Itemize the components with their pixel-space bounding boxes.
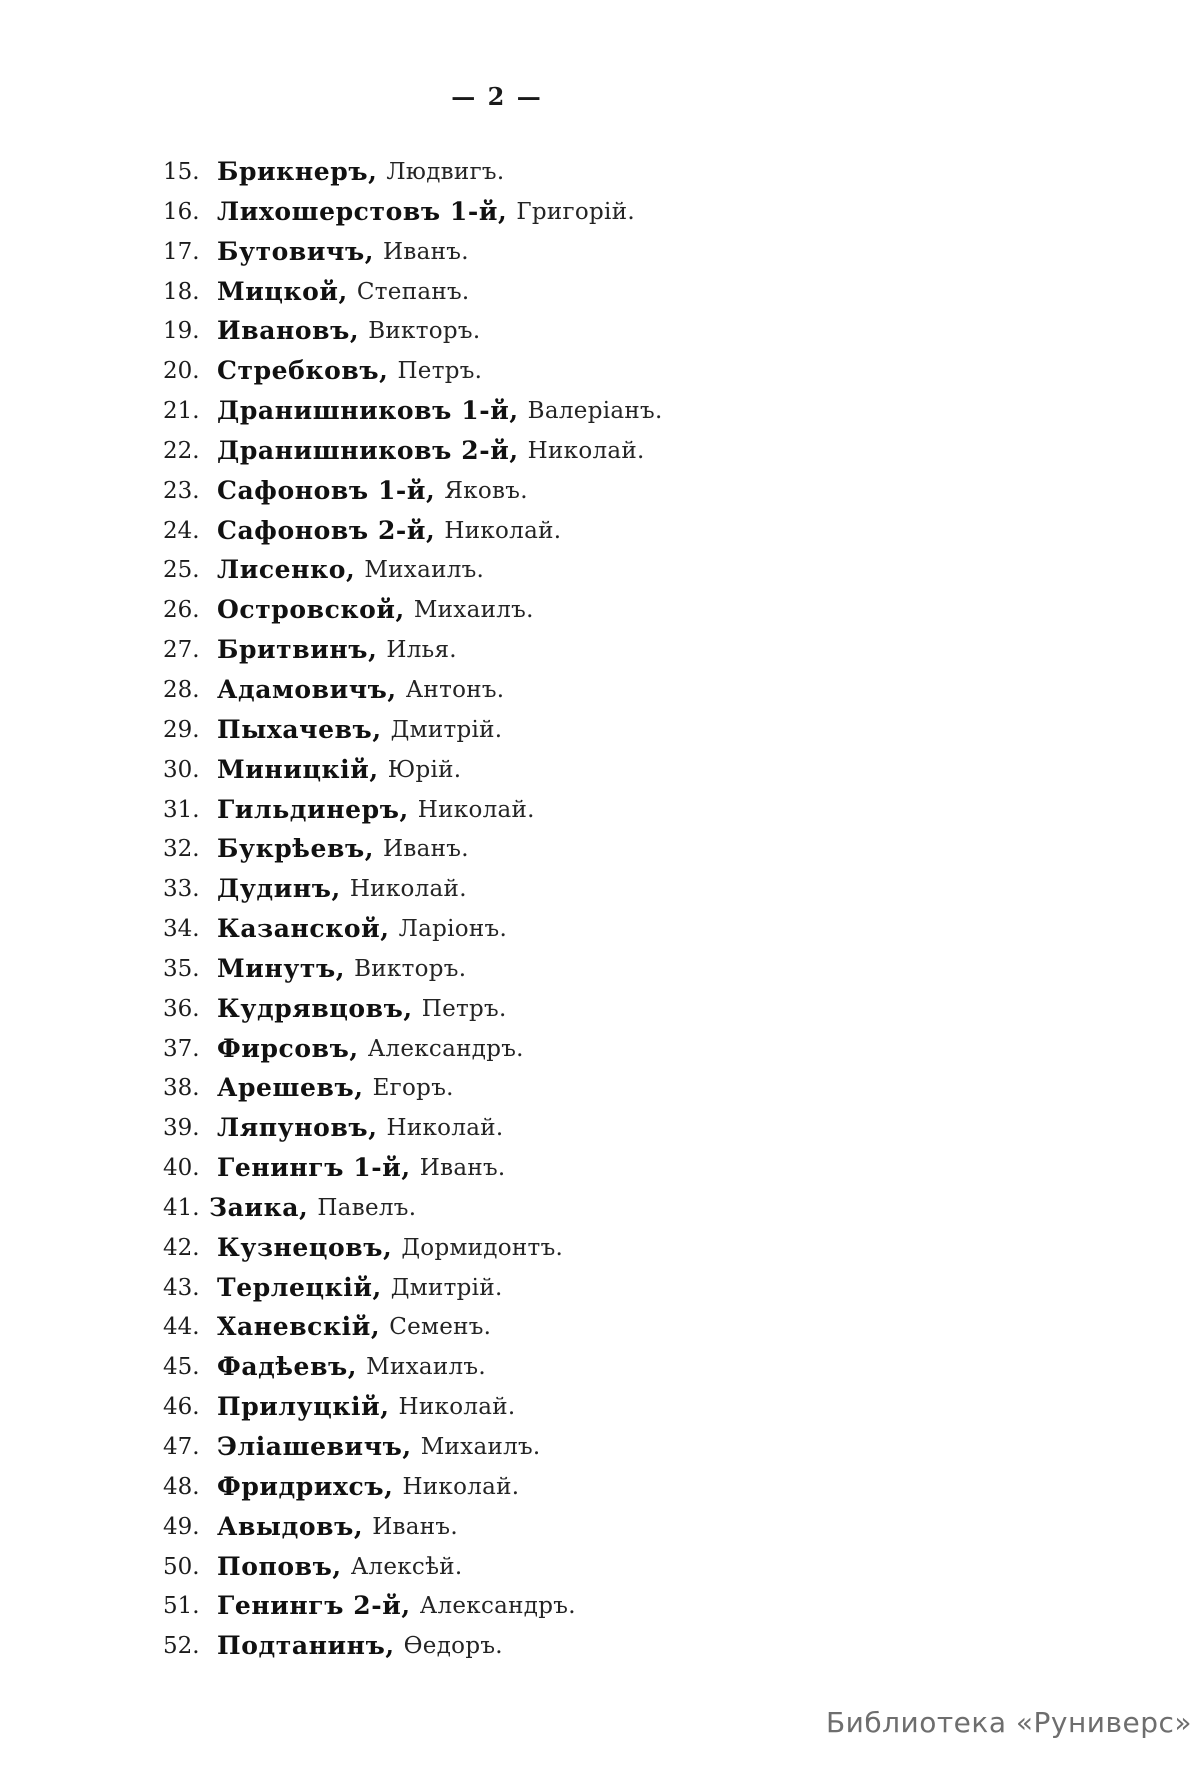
- entry-number: 49.: [163, 1513, 200, 1540]
- entry-number: 19.: [163, 318, 200, 345]
- list-item: [163, 1473, 663, 1513]
- entry-surname: Фирсовъ,: [217, 1033, 359, 1063]
- entry-surname: Гильдинеръ,: [217, 794, 409, 824]
- entry-given-name: Иванъ.: [372, 1513, 458, 1540]
- entry-surname: Генингъ 2-й,: [217, 1591, 411, 1621]
- entry-number: 16.: [163, 198, 200, 225]
- entry-number: 48.: [163, 1473, 200, 1500]
- entry-surname: Мицкой,: [217, 276, 348, 306]
- entry-number: 51.: [163, 1593, 200, 1620]
- list-item: [163, 875, 663, 915]
- entry-given-name: Павелъ.: [317, 1194, 417, 1221]
- entry-number: 26.: [163, 597, 200, 624]
- entry-given-name: Ларіонъ.: [398, 916, 508, 943]
- entry-number: 40.: [163, 1155, 200, 1182]
- entry-surname: Терлецкій,: [217, 1272, 382, 1302]
- entry-surname: Подтанинъ,: [217, 1631, 395, 1661]
- entry-number: 29.: [163, 716, 200, 743]
- entry-number: 25.: [163, 557, 200, 584]
- entry-surname: Авыдовъ,: [217, 1511, 364, 1541]
- list-item: [163, 1513, 663, 1553]
- list-item: [163, 796, 663, 836]
- entry-surname: Пыхачевъ,: [217, 714, 382, 744]
- entry-surname: Кудрявцовъ,: [217, 993, 413, 1023]
- entry-number: 34.: [163, 916, 200, 943]
- entry-surname: Брикнеръ,: [217, 157, 378, 186]
- entry-surname: Поповъ,: [217, 1551, 342, 1581]
- entry-number: 27.: [163, 637, 200, 664]
- entry-given-name: Дмитрій.: [390, 716, 503, 743]
- entry-number: 28.: [163, 676, 200, 703]
- entry-given-name: Николай.: [527, 437, 645, 464]
- entry-number: 15.: [163, 159, 200, 185]
- entry-surname: Минутъ,: [217, 953, 346, 983]
- entry-number: 33.: [163, 876, 200, 903]
- entry-number: 52.: [163, 1633, 200, 1660]
- list-item: [163, 915, 663, 955]
- entry-surname: Миницкій,: [217, 754, 379, 784]
- list-item: [163, 317, 663, 357]
- list-item: [163, 1353, 663, 1393]
- entry-given-name: Михаилъ.: [366, 1354, 486, 1381]
- list-item: [163, 636, 663, 676]
- entry-given-name: Антонъ.: [405, 676, 505, 703]
- entry-given-name: Михаилъ.: [420, 1434, 541, 1460]
- entry-number: 39.: [163, 1115, 200, 1142]
- entry-given-name: Николай.: [398, 1394, 516, 1421]
- entry-surname: Лихошерстовъ 1-й,: [217, 196, 508, 226]
- entry-number: 38.: [163, 1075, 200, 1102]
- list-item: [163, 1074, 663, 1114]
- list-item: [163, 1234, 663, 1274]
- list-item: [163, 278, 663, 318]
- entry-surname: Дранишниковъ 1-й,: [217, 396, 519, 426]
- entry-surname: Фадѣевъ,: [217, 1352, 358, 1382]
- list-item: [163, 1592, 663, 1632]
- list-item: [163, 1313, 663, 1353]
- entry-surname: Бритвинъ,: [217, 635, 378, 665]
- entry-number: 18.: [163, 278, 200, 305]
- entry-given-name: Ѳедоръ.: [403, 1633, 503, 1660]
- name-list: [163, 158, 663, 1672]
- entry-number: 31.: [163, 796, 200, 823]
- entry-surname: Дудинъ,: [217, 874, 341, 904]
- entry-surname: Фридрихсъ,: [217, 1471, 394, 1501]
- watermark: Библиотека «Руниверс»: [825, 1706, 1192, 1739]
- entry-number: 45.: [163, 1354, 200, 1381]
- entry-given-name: Николай.: [444, 517, 562, 544]
- list-item: [163, 1274, 663, 1314]
- entry-given-name: Алексѣй.: [350, 1553, 463, 1580]
- entry-given-name: Николай.: [386, 1115, 504, 1142]
- entry-number: 23.: [163, 477, 200, 504]
- list-item: [163, 995, 663, 1035]
- list-item: [163, 1114, 663, 1154]
- entry-given-name: Иванъ.: [419, 1155, 506, 1182]
- entry-given-name: Иванъ.: [383, 836, 469, 863]
- entry-given-name: Николай.: [349, 876, 467, 903]
- entry-given-name: Степанъ.: [356, 278, 470, 305]
- entry-given-name: Дормидонтъ.: [401, 1234, 564, 1261]
- entry-number: 24.: [163, 517, 200, 544]
- entry-surname: Генингъ 1-й,: [217, 1153, 411, 1183]
- list-item: [163, 1632, 663, 1672]
- entry-surname: Стребковъ,: [217, 356, 389, 386]
- entry-given-name: Николай.: [417, 796, 535, 823]
- entry-given-name: Петръ.: [421, 995, 507, 1022]
- list-item: [163, 1194, 663, 1234]
- entry-surname: Дранишниковъ 2-й,: [217, 435, 519, 465]
- list-item: [163, 198, 663, 238]
- entry-surname: Ляпуновъ,: [217, 1113, 378, 1143]
- list-item: [163, 1393, 663, 1433]
- list-item: [163, 517, 663, 557]
- entry-surname: Бутовичъ,: [217, 236, 375, 266]
- entry-number: 43.: [163, 1274, 200, 1301]
- list-item: [163, 1553, 663, 1593]
- entry-given-name: Викторъ.: [368, 318, 481, 345]
- entry-given-name: Семенъ.: [389, 1314, 492, 1341]
- list-item: [163, 676, 663, 716]
- entry-number: 44.: [163, 1314, 200, 1341]
- entry-given-name: Николай.: [402, 1473, 520, 1500]
- entry-given-name: Викторъ.: [354, 955, 467, 982]
- entry-number: 50.: [163, 1553, 200, 1580]
- list-item: [163, 238, 663, 278]
- entry-number: 17.: [163, 238, 200, 265]
- entry-number: 20.: [163, 358, 200, 385]
- entry-given-name: Дмитрій.: [390, 1274, 503, 1301]
- list-item: [163, 716, 663, 756]
- entry-number: 30.: [163, 756, 200, 783]
- list-item: [163, 357, 663, 397]
- entry-number: 32.: [163, 836, 200, 863]
- entry-given-name: Валеріанъ.: [527, 398, 663, 425]
- entry-surname: Сафоновъ 1-й,: [217, 475, 436, 505]
- entry-given-name: Александръ.: [367, 1035, 524, 1062]
- entry-number: 47.: [163, 1434, 200, 1460]
- entry-surname: Прилуцкій,: [217, 1392, 390, 1422]
- entry-number: 46.: [163, 1394, 200, 1421]
- entry-surname: Заика,: [209, 1192, 309, 1222]
- entry-surname: Казанской,: [217, 914, 390, 944]
- entry-number: 35.: [163, 955, 200, 982]
- entry-surname: Эліашевичъ,: [217, 1432, 412, 1461]
- entry-surname: Адамовичъ,: [217, 674, 397, 704]
- entry-surname: Сафоновъ 2-й,: [217, 515, 436, 545]
- entry-surname: Лисенко,: [217, 555, 356, 585]
- entry-surname: Букрѣевъ,: [217, 834, 375, 864]
- entry-number: 42.: [163, 1234, 200, 1261]
- list-item: [163, 955, 663, 995]
- entry-given-name: Михаилъ.: [413, 597, 534, 624]
- entry-given-name: Григорій.: [516, 198, 635, 225]
- entry-given-name: Петръ.: [397, 358, 483, 385]
- entry-number: 22.: [163, 437, 200, 464]
- list-item: [163, 397, 663, 437]
- list-item: [163, 1154, 663, 1194]
- entry-surname: Кузнецовъ,: [217, 1232, 393, 1262]
- list-item: [163, 1035, 663, 1075]
- entry-given-name: Людвигъ.: [386, 159, 505, 185]
- entry-number: 21.: [163, 398, 200, 425]
- entry-number: 37.: [163, 1035, 200, 1062]
- entry-given-name: Иванъ.: [383, 238, 469, 265]
- entry-given-name: Егоръ.: [372, 1075, 454, 1102]
- list-item: [163, 1433, 663, 1473]
- entry-number: 41.: [163, 1194, 200, 1221]
- list-item: [163, 756, 663, 796]
- list-item: [163, 477, 663, 517]
- list-item: [163, 437, 663, 477]
- list-item: [163, 596, 663, 636]
- page-number: — 2 —: [451, 82, 543, 111]
- entry-given-name: Александръ.: [419, 1593, 576, 1620]
- entry-surname: Ивановъ,: [217, 316, 360, 346]
- entry-given-name: Илья.: [386, 637, 457, 664]
- entry-number: 36.: [163, 995, 200, 1022]
- entry-surname: Арешевъ,: [217, 1073, 364, 1103]
- entry-given-name: Михаилъ.: [364, 557, 485, 584]
- list-item: [163, 835, 663, 875]
- entry-surname: Ханевскій,: [217, 1312, 381, 1342]
- list-item: [163, 158, 663, 198]
- entry-given-name: Юрій.: [387, 756, 462, 783]
- list-item: [163, 556, 663, 596]
- entry-surname: Островской,: [217, 595, 405, 625]
- entry-given-name: Яковъ.: [444, 477, 528, 504]
